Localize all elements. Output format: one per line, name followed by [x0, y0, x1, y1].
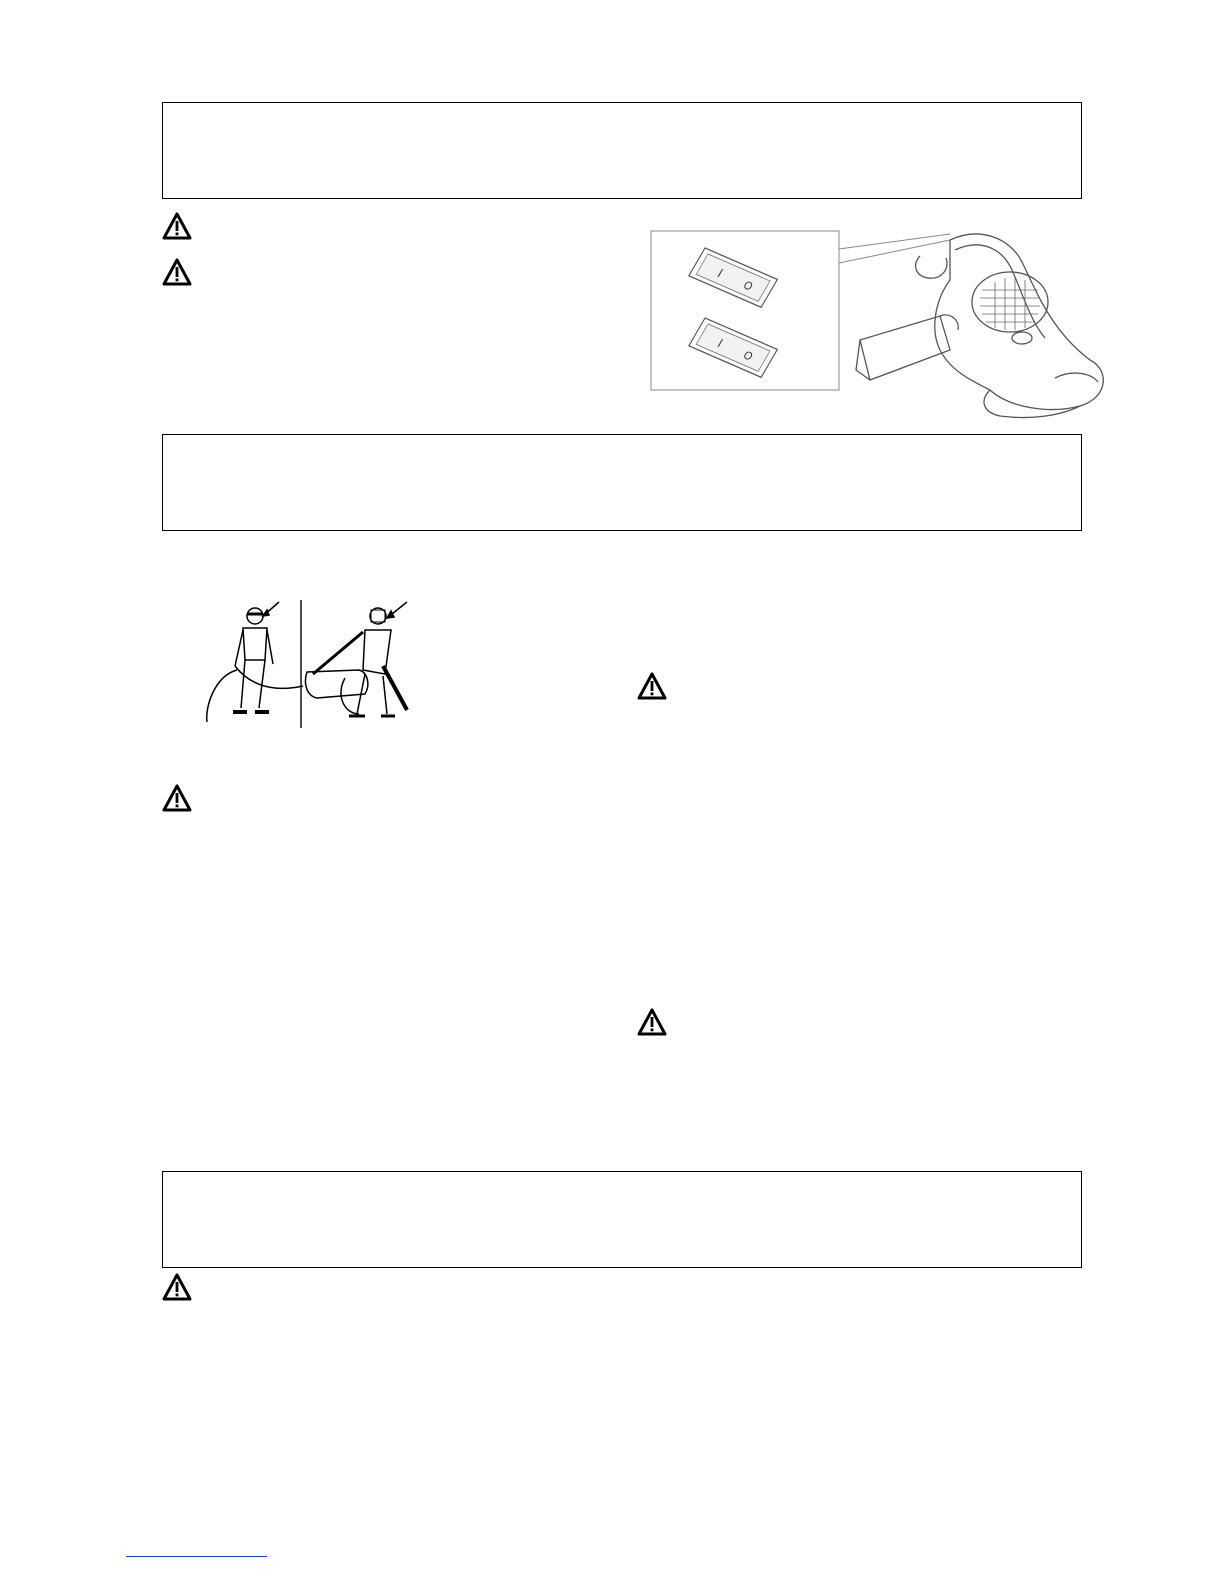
blower-vent-grid [980, 278, 1040, 330]
warning-triangle-icon [637, 1008, 667, 1036]
warning-triangle-icon [162, 784, 192, 812]
rocker-on-symbol: I [715, 266, 726, 281]
warning-triangle-icon [162, 258, 192, 286]
warning-triangle-icon [162, 212, 192, 240]
warning-triangle-icon [162, 1273, 192, 1301]
svg-text:I: I [715, 336, 726, 351]
bending-operator-with-bag-illustration [305, 602, 407, 716]
rocker-off-symbol: O [740, 279, 755, 294]
switch-and-blower-figure [650, 220, 1115, 420]
section-header-box-3 [162, 1171, 1082, 1268]
svg-text:O: O [740, 349, 755, 364]
operator-protective-gear-figure [195, 596, 420, 731]
footer-link-underline[interactable] [126, 1556, 267, 1557]
standing-operator-illustration [207, 602, 303, 722]
warning-triangle-icon [637, 672, 667, 700]
blower-tool-illustration [856, 234, 1103, 417]
section-header-box-2 [162, 434, 1082, 531]
section-header-box-1 [162, 102, 1082, 199]
